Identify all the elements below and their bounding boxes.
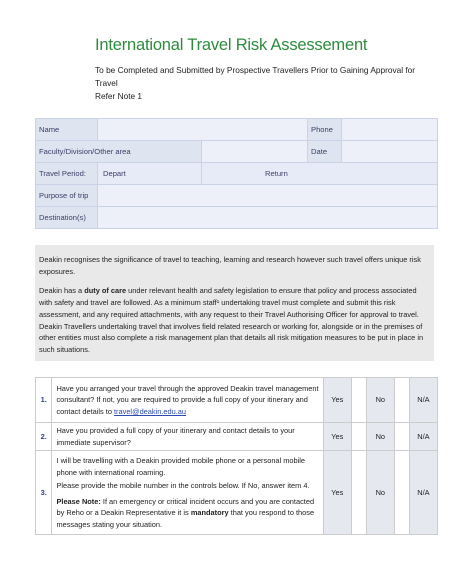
return-label: Return <box>265 169 288 178</box>
question-text: Have you provided a full copy of your itinerary and contact details to your immediate supervisor? <box>52 423 323 451</box>
answer-yes-option[interactable]: Yes <box>323 378 351 423</box>
mandatory-emphasis: mandatory <box>190 508 229 518</box>
questions-table <box>35 377 438 535</box>
answer-no-option[interactable]: No <box>366 423 394 451</box>
answer-no-box[interactable] <box>394 451 409 535</box>
document-subtitle <box>95 64 425 103</box>
question-text <box>52 378 323 423</box>
question-row-1 <box>36 378 438 423</box>
name-label: Name <box>36 119 98 141</box>
answer-yes-option[interactable]: Yes <box>323 423 351 451</box>
subtitle-line-2: Refer Note 1 <box>95 91 143 101</box>
notice-paragraph-2 <box>39 285 430 355</box>
date-label: Date <box>308 141 342 163</box>
answer-no-option[interactable]: No <box>366 378 394 423</box>
answer-yes-option[interactable]: Yes <box>323 451 351 535</box>
question-number: 2. <box>36 423 52 451</box>
form-row-travel-period <box>36 163 438 185</box>
phone-field[interactable] <box>342 119 438 141</box>
form-row-faculty <box>36 141 438 163</box>
answer-no-option[interactable]: No <box>366 451 394 535</box>
faculty-field[interactable] <box>202 141 308 163</box>
phone-label: Phone <box>308 119 342 141</box>
answer-na-option[interactable]: N/A <box>409 451 437 535</box>
form-row-name <box>36 119 438 141</box>
note-label: Please Note: <box>56 496 101 506</box>
form-row-destinations <box>36 207 438 229</box>
faculty-label: Faculty/Division/Other area <box>36 141 202 163</box>
depart-field[interactable] <box>98 163 202 185</box>
answer-no-box[interactable] <box>394 378 409 423</box>
travel-email-link[interactable]: travel@deakin.edu.au <box>114 406 187 416</box>
notice-text: Deakin has a <box>39 286 85 296</box>
answer-yes-box[interactable] <box>351 451 366 535</box>
question-3-line-1: I will be travelling with a Deakin provided mobile phone or a personal mobile phone with international roaming. <box>56 455 306 477</box>
purpose-label: Purpose of trip <box>36 185 98 207</box>
question-1-text: Have you arranged your travel through the approved Deakin travel management consultant? If not, you are required to provide a full copy of your itinerary and contact details to <box>56 383 319 416</box>
duty-of-care-emphasis: duty of care <box>84 286 127 296</box>
name-field[interactable] <box>98 119 308 141</box>
note-text-continued: that you respond to those messages stating your situation. <box>56 508 315 529</box>
answer-na-option[interactable]: N/A <box>409 378 437 423</box>
date-field[interactable] <box>342 141 438 163</box>
subtitle-line-1: To be Completed and Submitted by Prospective Travellers Prior to Gaining Approval for Travel <box>95 65 416 88</box>
notice-paragraph-1: Deakin recognises the significance of travel to teaching, learning and research however such travel offers unique risk exposures. <box>39 255 421 276</box>
form-row-purpose <box>36 185 438 207</box>
answer-yes-box[interactable] <box>351 423 366 451</box>
depart-label: Depart <box>103 169 126 178</box>
answer-no-box[interactable] <box>394 423 409 451</box>
purpose-field[interactable] <box>98 185 438 207</box>
document-title: International Travel Risk Assessement <box>95 36 368 54</box>
question-3-line-2: Please provide the mobile number in the controls below. If No, answer item 4. <box>56 481 310 491</box>
notice-text-continued: under relevant health and safety legislation to ensure that policy and process associated with safety and travel are followed. As a minimum staff¹ undertaking travel must complete and submit this risk assessment, and any required attachments, with any request to their Travel Authorising Officer for approval to travel. Deakin Travellers undertaking travel that involves field related research or working for, alongside or in the premises of other entities must also complete a risk management plan that details all risk mitigation measures to be put in place in such situations. <box>39 286 424 354</box>
question-row-3 <box>36 451 438 535</box>
duty-of-care-notice <box>35 245 434 361</box>
traveller-info-form <box>35 118 438 229</box>
note-text: If an emergency or critical incident occurs and you are contacted by Reho or a Deakin Representative it is <box>56 496 315 518</box>
question-number: 1. <box>36 378 52 423</box>
question-row-2 <box>36 423 438 451</box>
answer-na-option[interactable]: N/A <box>409 423 437 451</box>
destinations-field[interactable] <box>98 207 438 229</box>
question-number: 3. <box>36 451 52 535</box>
destinations-label: Destination(s) <box>36 207 98 229</box>
question-3-note <box>56 496 318 531</box>
return-field[interactable] <box>202 163 438 185</box>
question-text <box>52 451 323 535</box>
answer-yes-box[interactable] <box>351 378 366 423</box>
travel-period-label: Travel Period: <box>36 163 98 185</box>
